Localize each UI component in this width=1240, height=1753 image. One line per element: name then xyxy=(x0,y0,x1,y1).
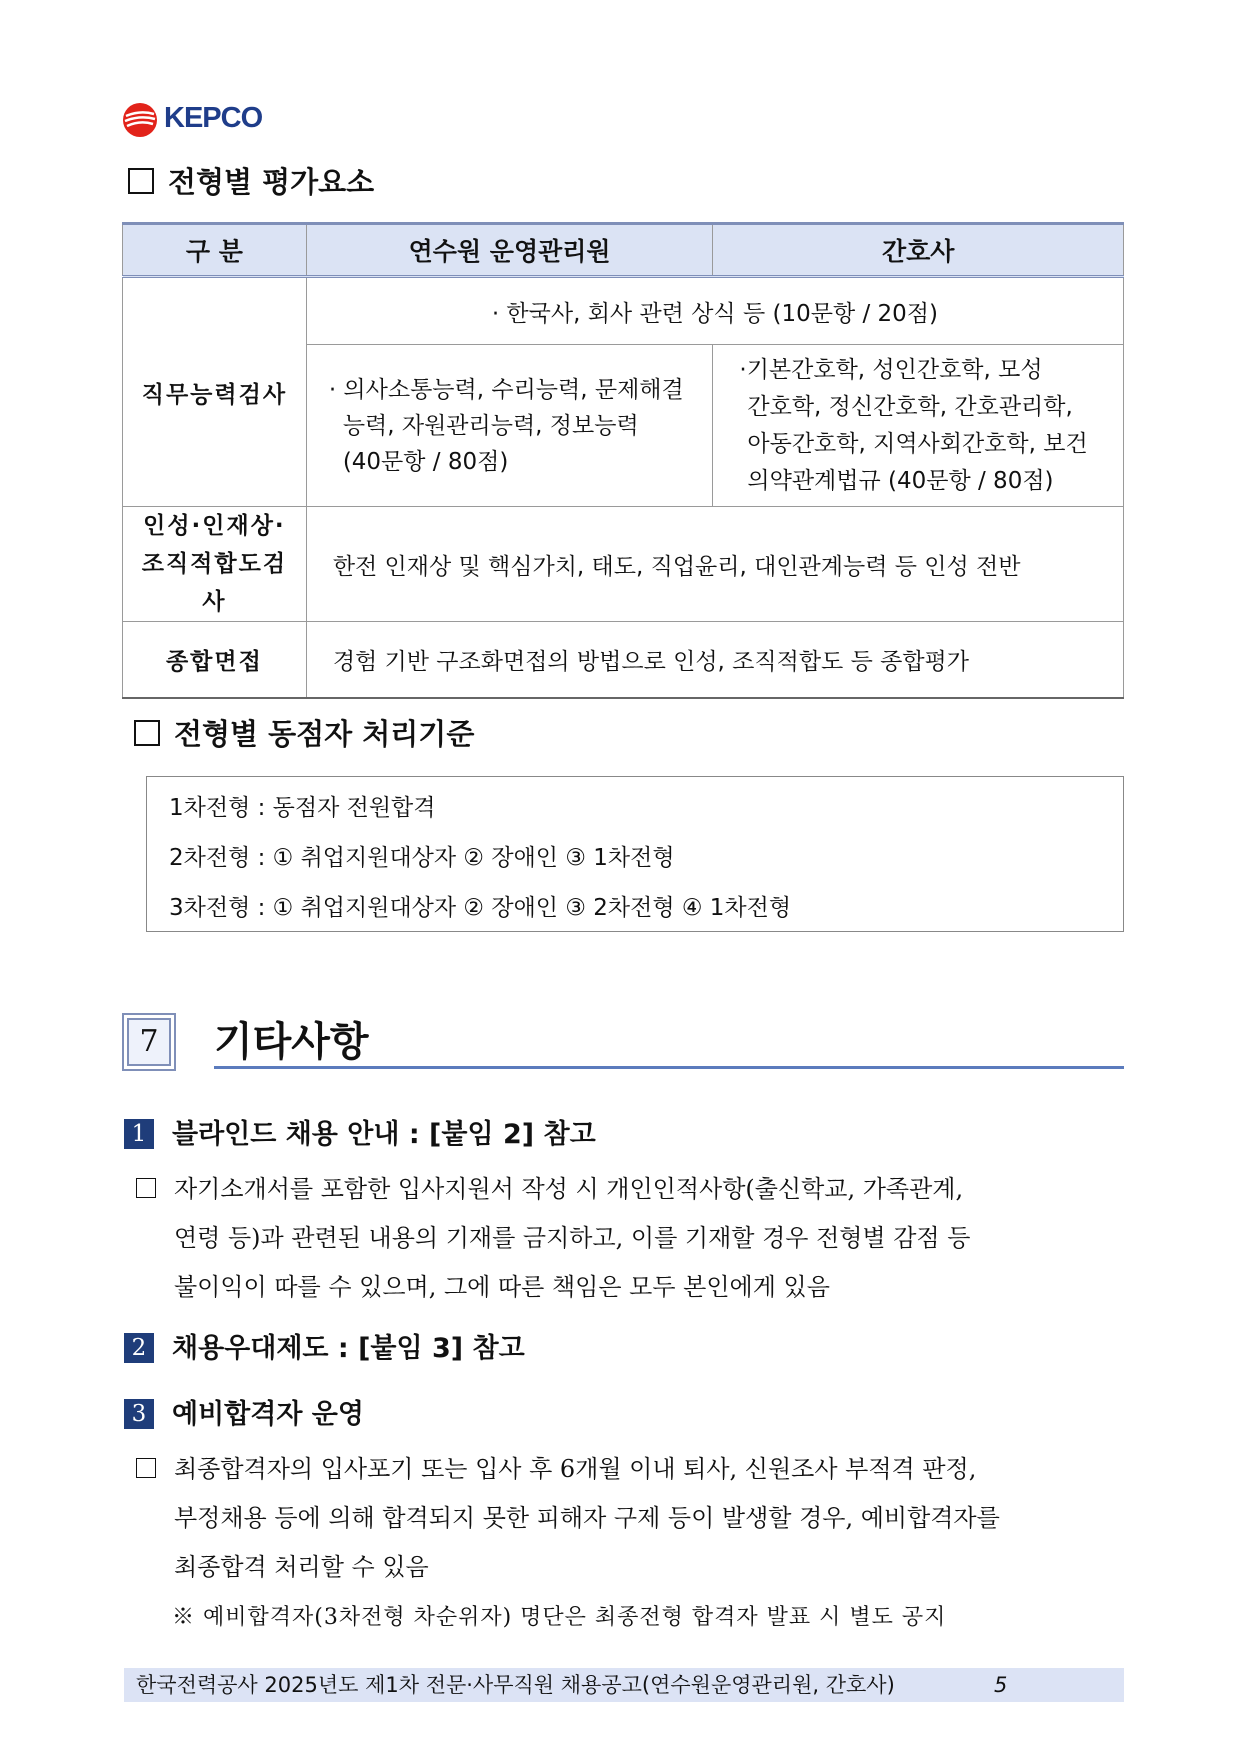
tie-line-1: 1차전형 : 동점자 전원합격 xyxy=(169,795,436,821)
item-number-badge: 3 xyxy=(124,1399,154,1429)
row-label-job-test: 직무능력검사 xyxy=(123,277,307,507)
section-heading-tie: 전형별 동점자 처리기준 xyxy=(134,712,474,753)
col-header-category: 구 분 xyxy=(123,224,307,277)
col-header-trainee: 연수원 운영관리원 xyxy=(306,224,713,277)
note-reserve: ※ 예비합격자(3차전형 차순위자) 명단은 최종전형 합격자 발표 시 별도 공지 xyxy=(172,1605,947,1630)
cell-common-knowledge: · 한국사, 회사 관련 상식 등 (10문항 / 20점) xyxy=(306,277,1123,345)
subheading-preference: 2 채용우대제도 : [붙임 3] 참고 xyxy=(124,1326,525,1365)
table-row xyxy=(123,277,1124,345)
table-row xyxy=(123,507,1124,622)
checkbox-square-icon xyxy=(134,720,160,746)
subheading-reserve: 3 예비합격자 운영 xyxy=(124,1392,364,1431)
section-number-badge: 7 xyxy=(122,1013,176,1071)
footer-text: 한국전력공사 2025년도 제1차 전문·사무직원 채용공고(연수원운영관리원, 간호사) xyxy=(136,1673,895,1697)
cell-personality-content: 한전 인재상 및 핵심가치, 태도, 직업윤리, 대인관계능력 등 인성 전반 xyxy=(306,507,1123,622)
subheading-blind-hiring: 1 블라인드 채용 안내 : [붙임 2] 참고 xyxy=(124,1112,596,1151)
row-label-interview: 종합면접 xyxy=(123,622,307,698)
col-header-nurse: 간호사 xyxy=(713,224,1124,277)
kepco-emblem-icon xyxy=(122,102,158,138)
bullet-square-icon xyxy=(136,1458,156,1478)
cell-nurse-job-test: ·기본간호학, 성인간호학, 모성 간호학, 정신간호학, 간호관리학, 아동간호학, 지역사회간호학, 보건 의약관계법규 (40문항 / 80점) xyxy=(713,345,1124,507)
paragraph-reserve: 최종합격자의 입사포기 또는 입사 후 6개월 이내 퇴사, 신원조사 부적격 판정, 부정채용 등에 의해 합격되지 못한 피해자 구제 등이 발생할 경우, 예비합격자를 최종합격 처리할 수 있음 xyxy=(136,1445,1126,1592)
item-number-badge: 1 xyxy=(124,1119,154,1149)
cell-interview-content: 경험 기반 구조화면접의 방법으로 인성, 조직적합도 등 종합평가 xyxy=(306,622,1123,698)
evaluation-table xyxy=(122,222,1124,699)
logo-wordmark: KEPCO xyxy=(164,102,263,134)
section-title: 기타사항 xyxy=(214,1019,369,1065)
section-title-underline xyxy=(214,1066,1124,1069)
tie-line-2: 2차전형 : ① 취업지원대상자 ② 장애인 ③ 1차전형 xyxy=(169,845,675,871)
row-label-personality: 인성·인재상· 조직적합도검사 xyxy=(123,507,307,622)
table-header-row xyxy=(123,224,1124,277)
item-number-badge: 2 xyxy=(124,1333,154,1363)
kepco-logo xyxy=(122,100,282,140)
tie-line-3: 3차전형 : ① 취업지원대상자 ② 장애인 ③ 2차전형 ④ 1차전형 xyxy=(169,895,792,921)
page-number: 5 xyxy=(994,1673,1008,1697)
checkbox-square-icon xyxy=(128,168,154,194)
bullet-square-icon xyxy=(136,1178,156,1198)
page-footer xyxy=(124,1668,1124,1702)
cell-trainee-job-test: · 의사소통능력, 수리능력, 문제해결 능력, 자원관리능력, 정보능력 (40문항 / 80점) xyxy=(306,345,713,507)
paragraph-blind-hiring: 자기소개서를 포함한 입사지원서 작성 시 개인인적사항(출신학교, 가족관계, 연령 등)과 관련된 내용의 기재를 금지하고, 이를 기재할 경우 전형별 감점 등 불이익이 따를 수 있으며, 그에 따른 책임은 모두 본인에게 있음 xyxy=(136,1165,1126,1312)
tie-break-box xyxy=(146,776,1124,932)
section-heading-eval: 전형별 평가요소 xyxy=(128,160,374,201)
table-row xyxy=(123,622,1124,698)
